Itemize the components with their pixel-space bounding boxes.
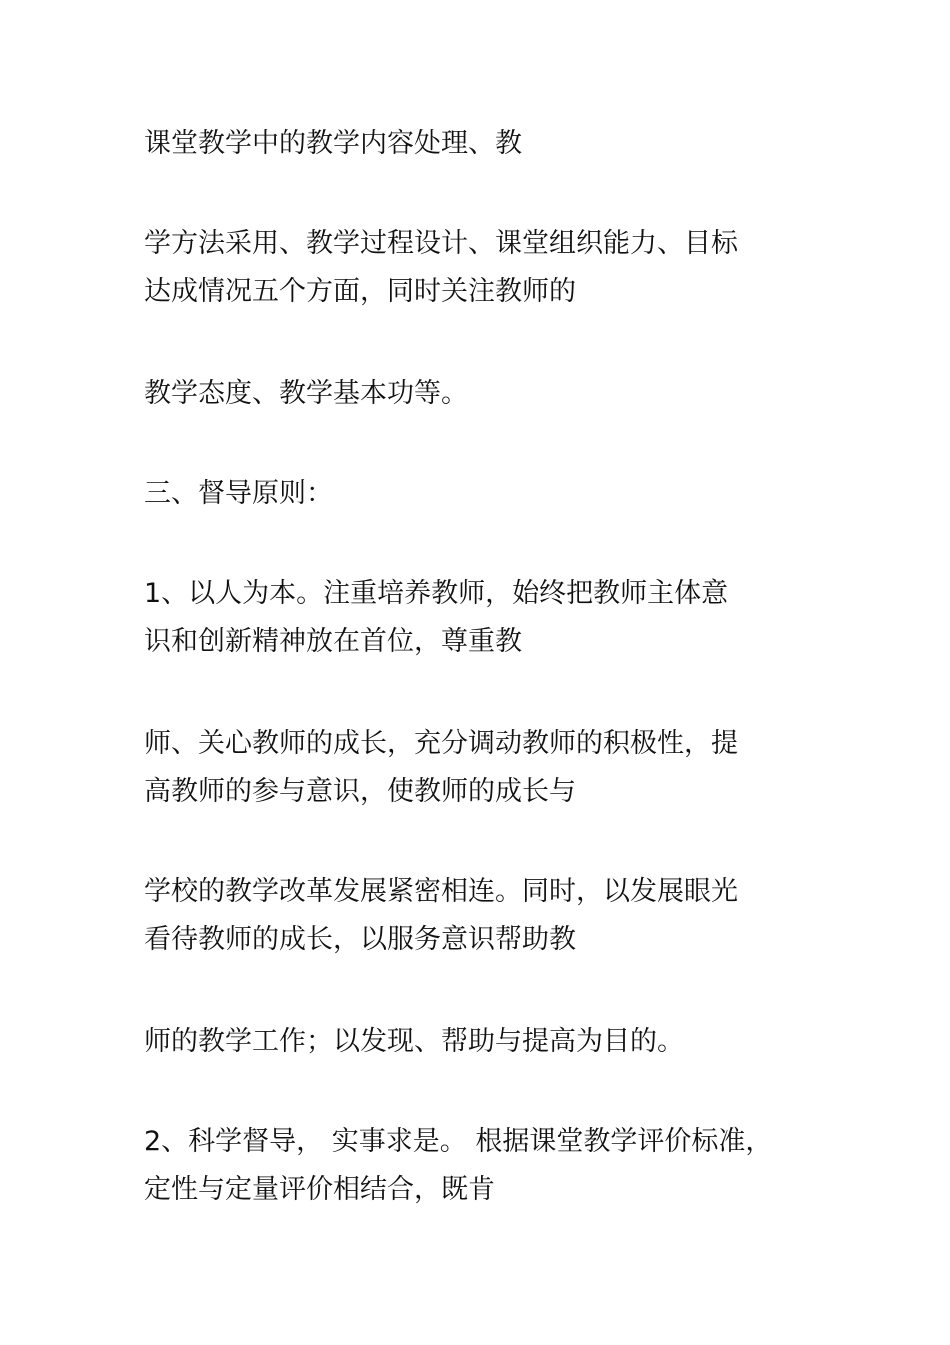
paragraph-9 [144,1118,784,1214]
text-line: 1、以人为本。注重培养教师，始终把教师主体意 [144,578,729,609]
text-line: 学校的教学改革发展紧密相连。同时，以发展眼光 [144,876,738,907]
section-heading [144,470,784,518]
paragraph-8 [144,1018,784,1066]
text-line: 定性与定量评价相结合，既肯 [144,1174,495,1205]
paragraph-3 [144,370,784,418]
text-line: 学方法采用、教学过程设计、课堂组织能力、目标 [144,228,738,259]
text-line: 三、督导原则： [144,478,333,509]
text-line: 师、关心教师的成长，充分调动教师的积极性，提 [144,728,738,759]
text-line: 2、科学督导， 实事求是。 根据课堂教学评价标准， [144,1126,773,1157]
text-line: 识和创新精神放在首位，尊重教 [144,626,522,657]
text-line: 师的教学工作；以发现、帮助与提高为目的。 [144,1026,684,1057]
paragraph-2 [144,220,784,316]
paragraph-1 [144,120,784,168]
text-line: 看待教师的成长，以服务意识帮助教 [144,924,576,955]
text-line: 达成情况五个方面，同时关注教师的 [144,276,576,307]
text-line: 教学态度、教学基本功等。 [144,378,468,409]
text-line: 课堂教学中的教学内容处理、教 [144,128,522,159]
paragraph-6 [144,720,784,816]
paragraph-7 [144,868,784,964]
text-line: 高教师的参与意识，使教师的成长与 [144,776,576,807]
paragraph-5 [144,570,784,666]
